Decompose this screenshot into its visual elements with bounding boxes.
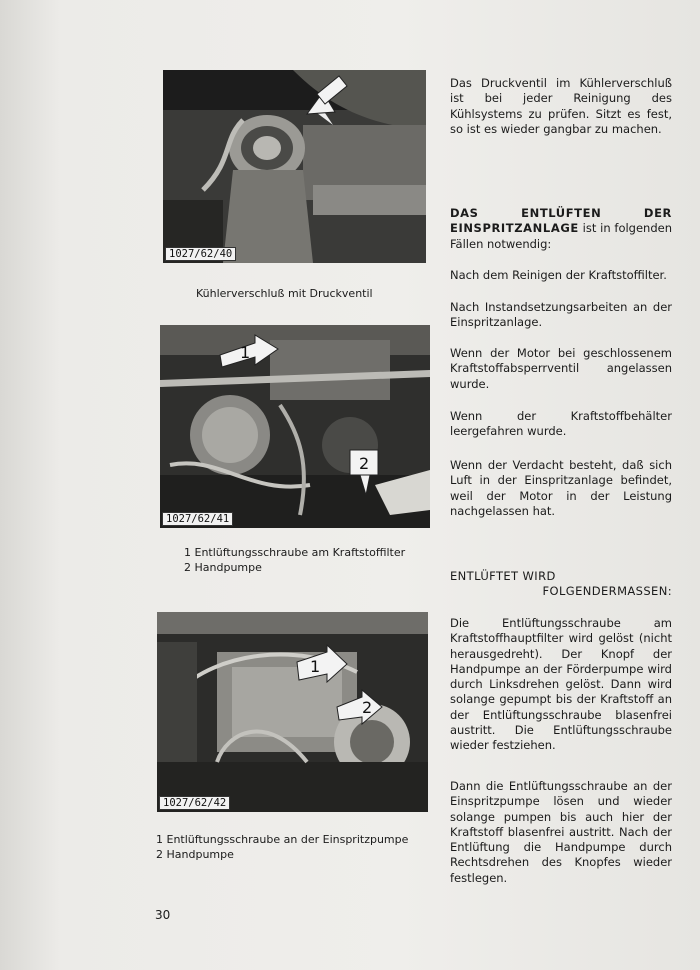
procedure-paragraph-1: Die Entlüftungsschraube am Kraftstoffhauptfilter wird gelöst (nicht herausgedreht). Der Knopf der Handpumpe an der Förderpumpe wird durch Linksdrehen gelöst. Dann wird solange gepumpt bis der Kraftstoff an der Entlüftungsschraube blasenfrei austritt. Die Entlüftungsschraube wieder festziehen. [450, 616, 672, 753]
section-heading-rest: ist in folgenden Fällen notwendig: [450, 221, 672, 251]
photo-fuel-filter-image [160, 325, 430, 528]
procedure-heading-1: ENTLÜFTET WIRD [450, 569, 556, 583]
procedure-paragraph-2: Dann die Entlüftungsschraube an der Einspritzpumpe lösen und wieder solange pumpen bis auch hier der Kraftstoff blasenfrei austritt. Nach der Entlüftung die Handpumpe durch Rechtsdrehen des Knopfes wieder festlegen. [450, 779, 672, 885]
caption-line: 1 Entlüftungsschraube an der Einspritzpumpe [156, 833, 409, 846]
photo-radiator-cap [163, 70, 426, 263]
case-item: Wenn der Verdacht besteht, daß sich Luft in der Einspritzanlage befindet, weil der Motor in der Leistung nachgelassen hat. [450, 458, 672, 518]
marker-1: 1 [240, 343, 251, 362]
case-item: Wenn der Kraftstoffbehälter leergefahren wurde. [450, 409, 672, 439]
marker-1: 1 [310, 657, 321, 676]
photo-fuel-filter [160, 325, 430, 528]
photo-radiator-cap-image [163, 70, 426, 263]
case-item: Nach Instandsetzungsarbeiten an der Einspritzanlage. [450, 300, 672, 330]
page-number: 30 [155, 908, 171, 922]
procedure-heading-2: FOLGENDERMASSEN: [542, 584, 672, 598]
marker-2: 2 [359, 454, 370, 473]
photo-label: 1027/62/40 [165, 247, 236, 261]
photo-injection-pump [157, 612, 428, 812]
case-item: Nach dem Reinigen der Kraftstoffilter. [450, 268, 667, 282]
photo-injection-pump-image [157, 612, 428, 812]
marker-2: 2 [362, 698, 373, 717]
case-item: Wenn der Motor bei geschlossenem Kraftstoffabsperrventil angelassen wurde. [450, 346, 672, 391]
photo-label: 1027/62/42 [159, 796, 230, 810]
caption-injection-pump [156, 832, 408, 862]
caption-fuel-filter [184, 545, 405, 575]
caption-radiator-cap: Kühlerverschluß mit Druckventil [196, 287, 373, 300]
section-heading: DAS ENTLÜFTEN DER EINSPRITZANLAGE [450, 206, 672, 236]
section-heading-block [450, 206, 672, 252]
caption-line: 2 Handpumpe [184, 561, 262, 574]
photo-label: 1027/62/41 [162, 512, 233, 526]
intro-paragraph: Das Druckventil im Kühlerverschluß ist bei jeder Reinigung des Kühlsystems zu prüfen. Sitzt es fest, so ist es wieder gangbar zu machen. [450, 76, 672, 136]
caption-line: 2 Handpumpe [156, 848, 234, 861]
caption-line: 1 Entlüftungsschraube am Kraftstoffilter [184, 546, 406, 559]
